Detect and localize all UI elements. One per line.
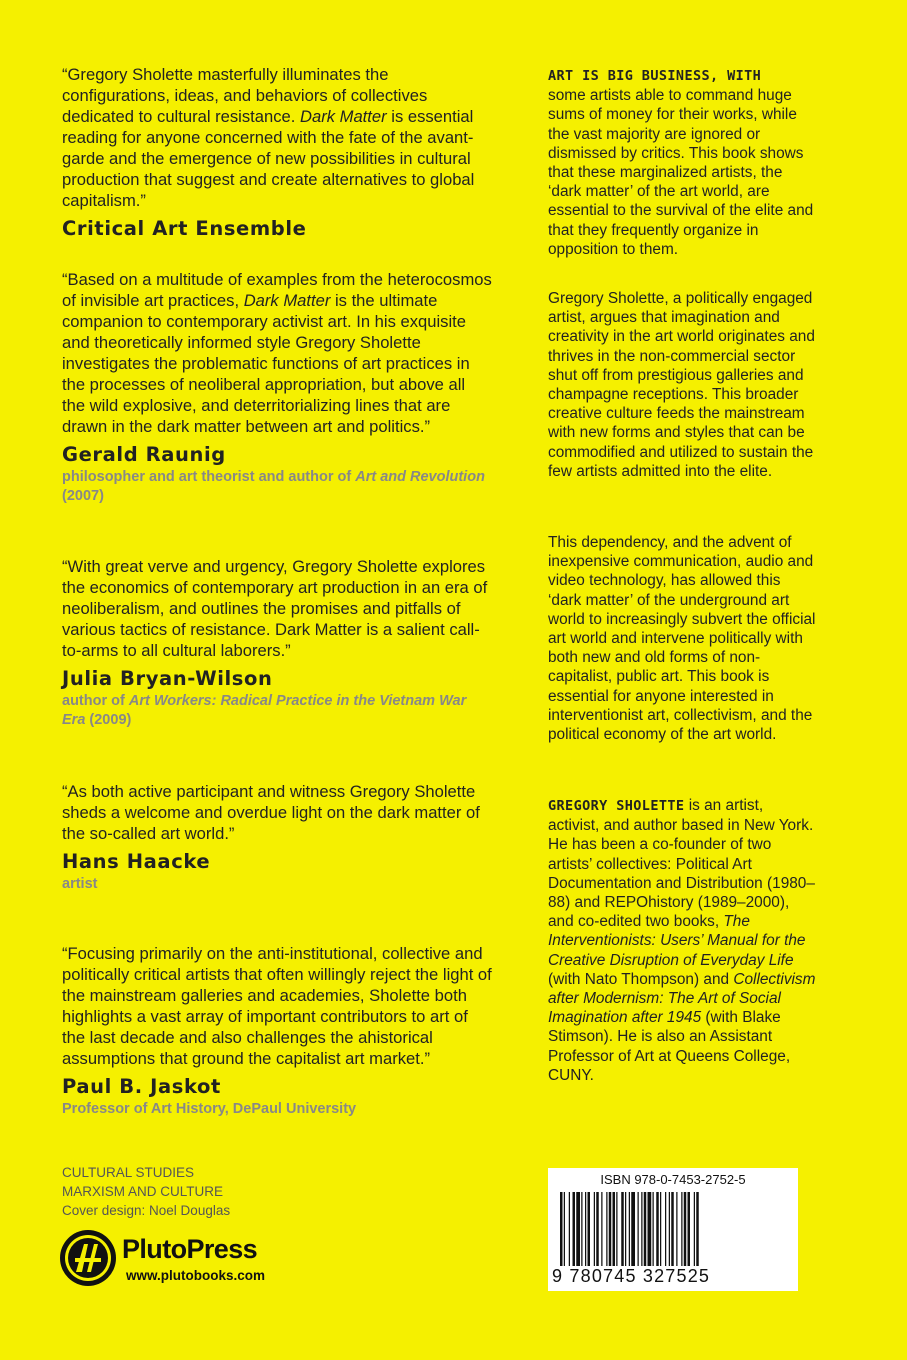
endorsement-author: Gerald Raunig bbox=[62, 443, 226, 466]
endorsement-author: Critical Art Ensemble bbox=[62, 217, 307, 240]
endorsement-2 bbox=[62, 269, 492, 506]
endorsement-quote: “As both active participant and witness Gregory Sholette sheds a welcome and overdue light on the dark matter of the so-called art world.” bbox=[62, 782, 480, 843]
publisher-name: PlutoPress bbox=[122, 1234, 258, 1264]
endorsement-author: Julia Bryan-Wilson bbox=[62, 667, 273, 690]
isbn-barcode bbox=[548, 1168, 798, 1291]
series-info bbox=[62, 1163, 230, 1220]
endorsement-3 bbox=[62, 556, 492, 730]
cover-design-credit: Cover design: Noel Douglas bbox=[62, 1203, 231, 1218]
endorsement-5 bbox=[62, 943, 492, 1119]
endorsement-author: Paul B. Jaskot bbox=[62, 1075, 221, 1098]
pluto-logo-icon bbox=[58, 1228, 118, 1288]
endorsement-quote: “Focusing primarily on the anti-institutional, collective and politically critical artists that often willingly reject the light of the mainstream galleries and academies, Sholette both highlights a vast array of important contributors to art of the last decade and also challenges the ahistorical assumptions that ground the capitalist art market.” bbox=[62, 944, 492, 1068]
endorsement-4 bbox=[62, 781, 492, 894]
publisher-url: www.plutobooks.com bbox=[126, 1268, 266, 1283]
barcode-icon bbox=[560, 1192, 786, 1266]
endorsement-author: Hans Haacke bbox=[62, 850, 211, 873]
endorsement-1 bbox=[62, 64, 492, 240]
endorsement-quote: “Gregory Sholette masterfully illuminates the configurations, ideas, and behaviors of collectives dedicated to cultural resistance. Dark Matter is essential reading for anyone concerned with the fate of the avant-garde and the emergence of new possibilities in cultural production that suggest and create alternatives to global capitalism.” bbox=[62, 65, 475, 210]
description-paragraph-2: Gregory Sholette, a politically engaged artist, argues that imagination and creativity in the art world originates and thrives in the non-commercial sector shut off from prestigious galleries and champagne receptions. This broader creative culture feeds the mainstream with new forms and styles that can be commodified and utilized to sustain the few artists admitted into the elite. bbox=[548, 290, 815, 480]
endorsement-role: philosopher and art theorist and author of Art and Revolution (2007) bbox=[62, 469, 485, 504]
isbn-digits: 9 780745 327525 bbox=[552, 1266, 711, 1286]
publisher-logo bbox=[58, 1228, 298, 1288]
series-line: CULTURAL STUDIES bbox=[62, 1165, 195, 1180]
description-paragraph-1: ART IS BIG BUSINESS, WITH some artists able to command huge sums of money for their works, while the vast majority are ignored or dismissed by critics. This book shows that these marginalized artists, the ‘dark matter’ of the art world, are essential to the survival of the elite and that they frequently organize in opposition to them. bbox=[548, 68, 814, 258]
author-bio: GREGORY SHOLETTE is an artist, activist, and author based in New York. He has been a co-founder of two artists’ collectives: Political Art Documentation and Distribution (1980–88) and REPOhistory (1989–2000), and co-edited two books, The Interventionists: Users’ Manual for the Creative Disruption of Everyday Life (with Nato Thompson) and Collectivism after Modernism: The Art of Social Imagination after 1945 (with Blake Stimson). He is also an Assistant Professor of Art at Queens College, CUNY. bbox=[548, 797, 816, 1084]
description-paragraph-3: This dependency, and the advent of inexpensive communication, audio and video technology, has allowed this ‘dark matter’ of the underground art world to increasingly subvert the official art world and intervene politically with both new and old forms of non-capitalist, public art. This book is essential for anyone interested in interventionist art, collectivism, and the political economy of the art world. bbox=[548, 534, 816, 744]
series-line: MARXISM AND CULTURE bbox=[62, 1184, 224, 1199]
endorsement-role: Professor of Art History, DePaul University bbox=[62, 1101, 357, 1117]
endorsement-quote: “With great verve and urgency, Gregory Sholette explores the economics of contemporary art production in an era of neoliberalism, and outlines the promises and pitfalls of various tactics of resistance. Dark Matter is a salient call-to-arms to all cultural laborers.” bbox=[62, 557, 488, 660]
endorsement-quote: “Based on a multitude of examples from the heterocosmos of invisible art practices, Dark Matter is the ultimate companion to contemporary activist art. In his exquisite and theoretically informed style Gregory Sholette investigates the problematic functions of art practices in the processes of neoliberal appropriation, but above all the wild explosive, and deterritorializing lines that are drawn in the dark matter between art and politics.” bbox=[62, 270, 492, 436]
endorsement-role: author of Art Workers: Radical Practice in the Vietnam War Era (2009) bbox=[62, 693, 467, 728]
isbn-label: ISBN 978-0-7453-2752-5 bbox=[600, 1172, 746, 1187]
endorsement-role: artist bbox=[62, 876, 98, 892]
